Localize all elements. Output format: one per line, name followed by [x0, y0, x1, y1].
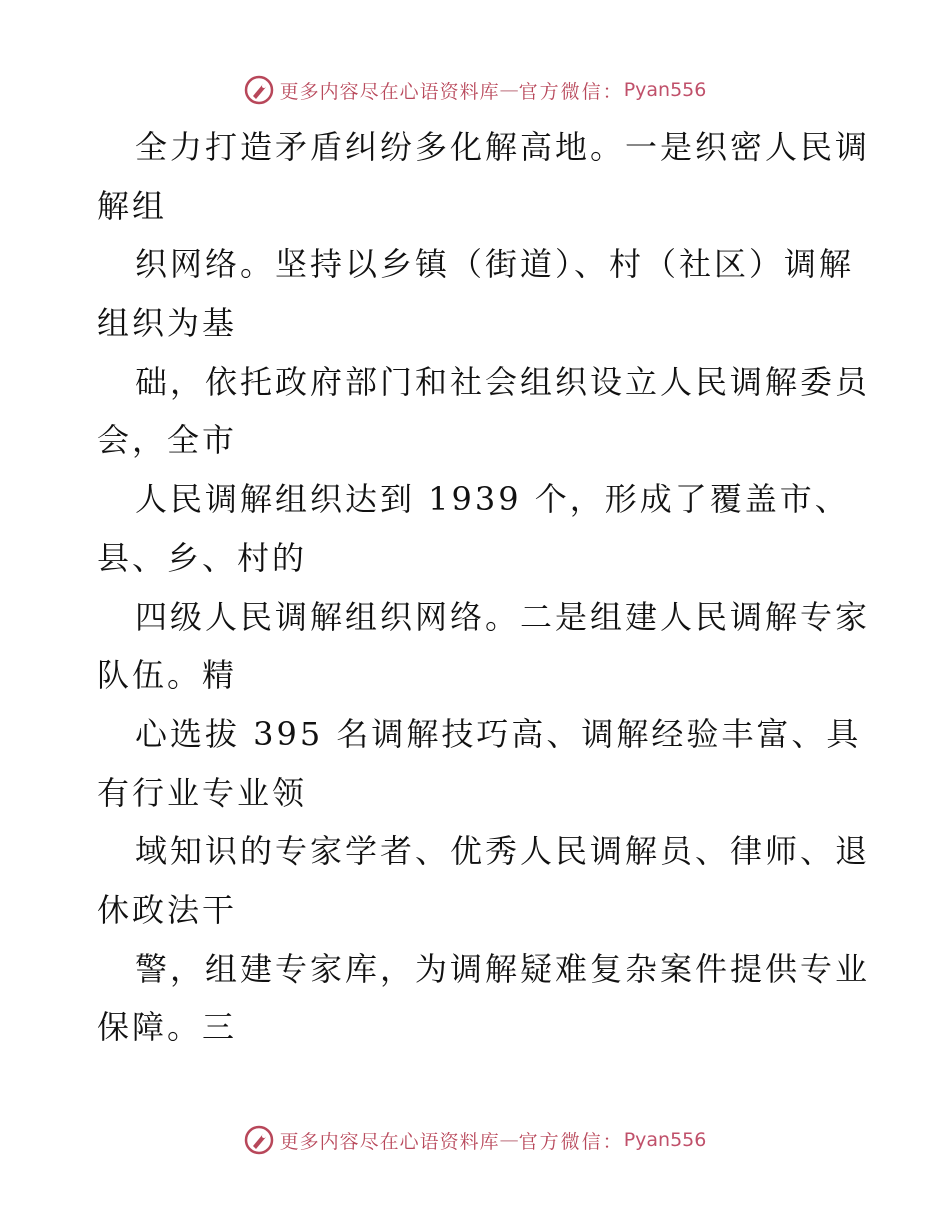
body-line: 组织为基: [97, 304, 238, 343]
document-body: [97, 118, 871, 1057]
body-line: 会，全市: [97, 421, 238, 460]
body-line: 础，依托政府部门和社会组织设立人民调解委员: [135, 362, 871, 401]
header-watermark: [0, 70, 950, 110]
watermark-subtext: 官方微信：: [518, 80, 624, 103]
body-line: 全力打造矛盾纠纷多化解高地。一是织密人民调: [135, 128, 871, 166]
watermark-text: 更多内容尽在心语资料库: [279, 1130, 500, 1153]
body-line: 四级人民调解组织网络。二是组建人民调解专家: [135, 597, 871, 636]
footer-watermark: [0, 1120, 950, 1160]
body-line: 休政法干: [97, 890, 238, 929]
body-line: 心选拔 395 名调解技巧高、调解经验丰富、具: [135, 714, 862, 753]
pen-nib-logo-icon: [244, 75, 274, 105]
watermark-text: 更多内容尽在心语资料库: [279, 80, 500, 103]
watermark-separator: —: [499, 1129, 519, 1151]
watermark-account: Pyan556: [623, 1129, 707, 1151]
body-line: 队伍。精: [97, 656, 238, 695]
watermark-separator: —: [499, 79, 519, 101]
body-line: 保障。三: [97, 1008, 238, 1047]
body-line: 警，组建专家库，为调解疑难复杂案件提供专业: [135, 949, 871, 988]
body-line: 县、乡、村的: [97, 538, 308, 577]
watermark-account: Pyan556: [623, 79, 707, 101]
body-line: 人民调解组织达到 1939 个，形成了覆盖市、: [135, 480, 850, 519]
body-line: 织网络。坚持以乡镇（街道）、村（社区）调解: [135, 245, 855, 284]
body-line: 解组: [97, 186, 168, 225]
body-line: 域知识的专家学者、优秀人民调解员、律师、退: [135, 832, 871, 871]
watermark-subtext: 官方微信：: [518, 1130, 624, 1153]
pen-nib-logo-icon: [244, 1125, 274, 1155]
body-line: 有行业专业领: [97, 773, 308, 812]
